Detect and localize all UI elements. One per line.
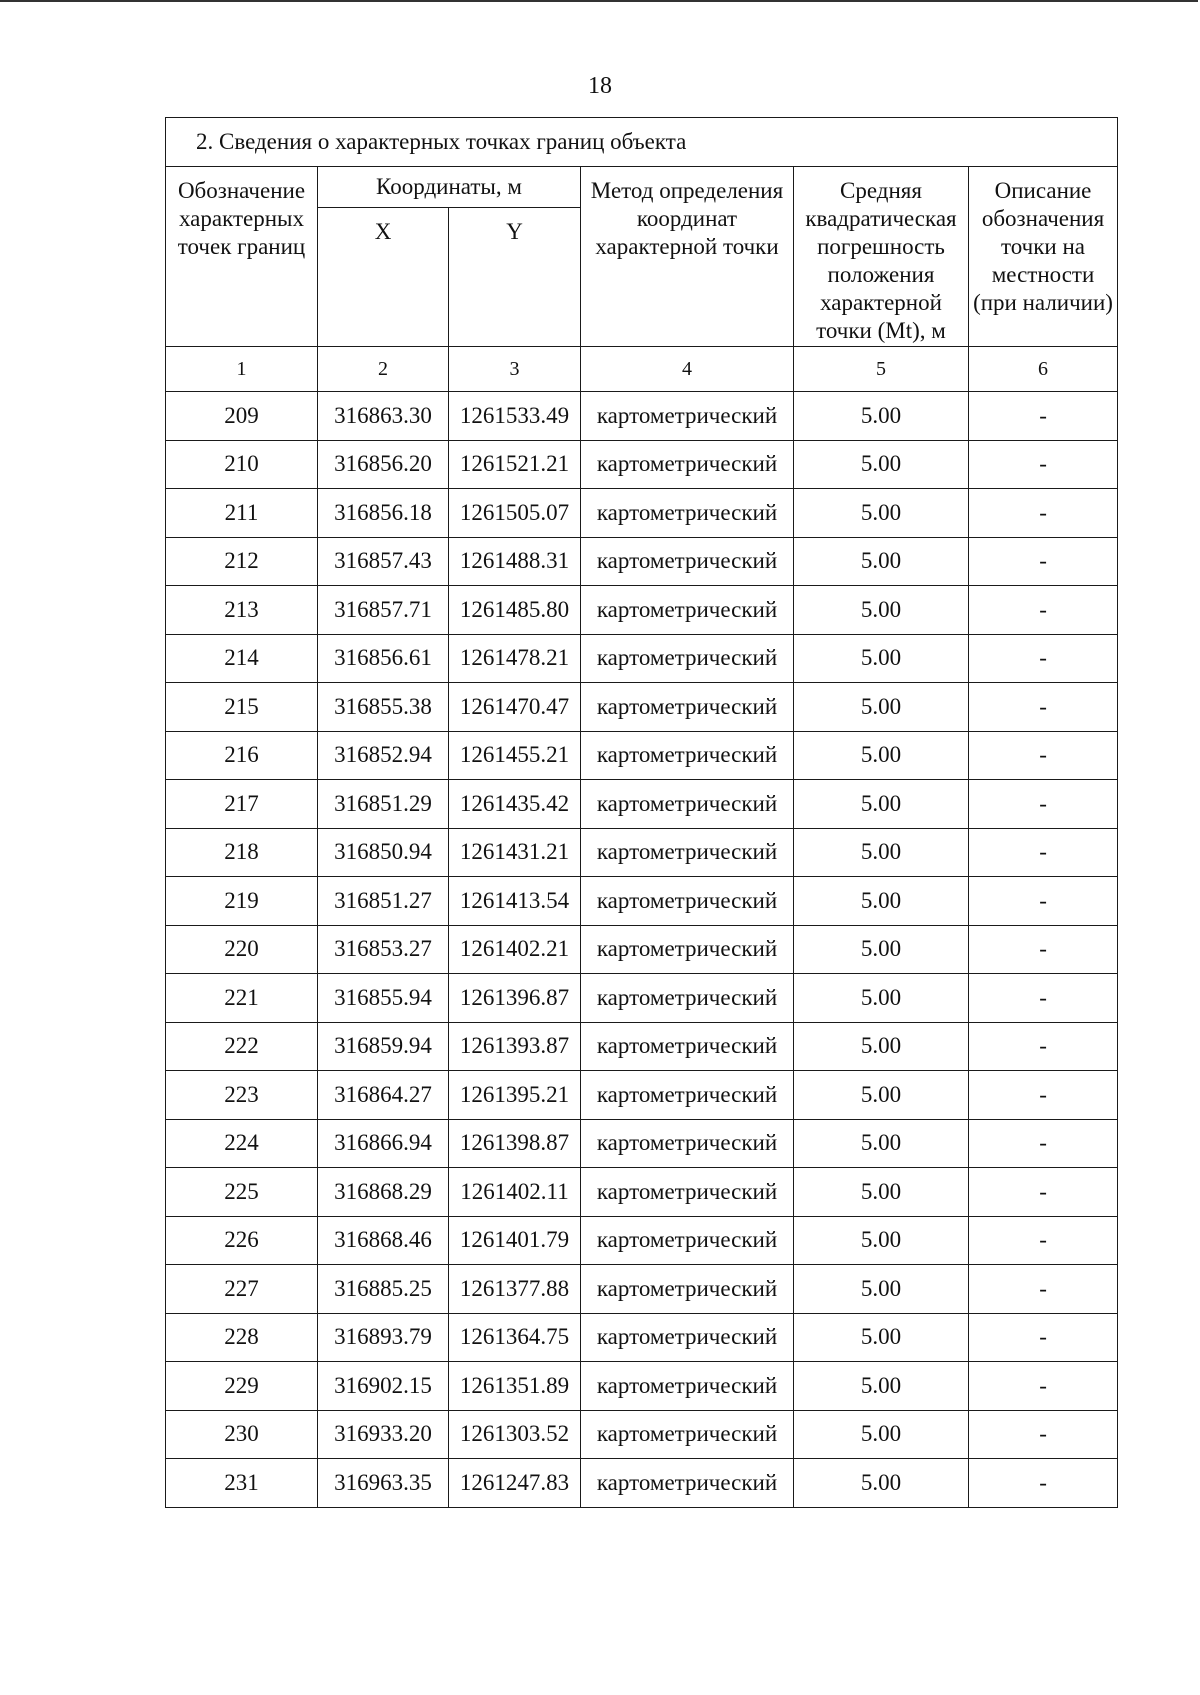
cell-y: 1261377.88 xyxy=(449,1265,581,1314)
cell-point: 219 xyxy=(166,877,318,926)
header-y: Y xyxy=(449,208,581,347)
cell-point: 230 xyxy=(166,1410,318,1459)
table-row xyxy=(166,1459,1118,1508)
cell-error: 5.00 xyxy=(794,683,969,732)
cell-error: 5.00 xyxy=(794,828,969,877)
cell-x: 316855.38 xyxy=(318,683,449,732)
cell-method: картометрический xyxy=(581,586,794,635)
cell-point: 213 xyxy=(166,586,318,635)
cell-point: 223 xyxy=(166,1071,318,1120)
cell-x: 316868.46 xyxy=(318,1216,449,1265)
cell-x: 316963.35 xyxy=(318,1459,449,1508)
table-row xyxy=(166,974,1118,1023)
cell-point: 231 xyxy=(166,1459,318,1508)
cell-method: картометрический xyxy=(581,1022,794,1071)
cell-y: 1261455.21 xyxy=(449,731,581,780)
cell-x: 316868.29 xyxy=(318,1168,449,1217)
table-row xyxy=(166,1265,1118,1314)
table-row xyxy=(166,1313,1118,1362)
cell-error: 5.00 xyxy=(794,877,969,926)
cell-description: - xyxy=(969,1459,1118,1508)
cell-error: 5.00 xyxy=(794,1216,969,1265)
cell-point: 216 xyxy=(166,731,318,780)
table-row xyxy=(166,1168,1118,1217)
table-row xyxy=(166,780,1118,829)
cell-description: - xyxy=(969,828,1118,877)
cell-x: 316864.27 xyxy=(318,1071,449,1120)
table-row xyxy=(166,828,1118,877)
cell-y: 1261393.87 xyxy=(449,1022,581,1071)
cell-error: 5.00 xyxy=(794,780,969,829)
cell-error: 5.00 xyxy=(794,925,969,974)
scan-top-edge xyxy=(0,0,1198,2)
cell-method: картометрический xyxy=(581,731,794,780)
cell-y: 1261413.54 xyxy=(449,877,581,926)
cell-error: 5.00 xyxy=(794,440,969,489)
cell-y: 1261247.83 xyxy=(449,1459,581,1508)
table-row xyxy=(166,489,1118,538)
cell-description: - xyxy=(969,683,1118,732)
cell-error: 5.00 xyxy=(794,489,969,538)
cell-description: - xyxy=(969,731,1118,780)
section-title: 2. Сведения о характерных точках границ объекта xyxy=(166,118,1118,167)
cell-error: 5.00 xyxy=(794,537,969,586)
cell-point: 211 xyxy=(166,489,318,538)
cell-method: картометрический xyxy=(581,537,794,586)
column-number: 6 xyxy=(969,347,1118,392)
cell-error: 5.00 xyxy=(794,1410,969,1459)
cell-error: 5.00 xyxy=(794,392,969,441)
table-row xyxy=(166,440,1118,489)
table-row xyxy=(166,1022,1118,1071)
cell-point: 225 xyxy=(166,1168,318,1217)
cell-point: 214 xyxy=(166,634,318,683)
table-row xyxy=(166,1071,1118,1120)
cell-error: 5.00 xyxy=(794,586,969,635)
boundary-points-table xyxy=(165,117,1118,1508)
cell-point: 222 xyxy=(166,1022,318,1071)
cell-description: - xyxy=(969,392,1118,441)
cell-x: 316933.20 xyxy=(318,1410,449,1459)
cell-description: - xyxy=(969,440,1118,489)
table-row xyxy=(166,537,1118,586)
cell-y: 1261478.21 xyxy=(449,634,581,683)
cell-method: картометрический xyxy=(581,489,794,538)
cell-point: 218 xyxy=(166,828,318,877)
cell-y: 1261402.11 xyxy=(449,1168,581,1217)
cell-method: картометрический xyxy=(581,1313,794,1362)
table-row xyxy=(166,1119,1118,1168)
cell-point: 226 xyxy=(166,1216,318,1265)
cell-x: 316850.94 xyxy=(318,828,449,877)
cell-x: 316866.94 xyxy=(318,1119,449,1168)
cell-x: 316885.25 xyxy=(318,1265,449,1314)
table-row xyxy=(166,1410,1118,1459)
cell-method: картометрический xyxy=(581,392,794,441)
cell-description: - xyxy=(969,1265,1118,1314)
cell-method: картометрический xyxy=(581,1410,794,1459)
cell-y: 1261470.47 xyxy=(449,683,581,732)
cell-point: 220 xyxy=(166,925,318,974)
cell-x: 316851.29 xyxy=(318,780,449,829)
cell-method: картометрический xyxy=(581,1071,794,1120)
cell-y: 1261402.21 xyxy=(449,925,581,974)
cell-method: картометрический xyxy=(581,634,794,683)
cell-y: 1261431.21 xyxy=(449,828,581,877)
cell-x: 316856.61 xyxy=(318,634,449,683)
cell-x: 316851.27 xyxy=(318,877,449,926)
cell-y: 1261521.21 xyxy=(449,440,581,489)
cell-description: - xyxy=(969,1362,1118,1411)
cell-error: 5.00 xyxy=(794,634,969,683)
cell-description: - xyxy=(969,586,1118,635)
cell-y: 1261435.42 xyxy=(449,780,581,829)
cell-description: - xyxy=(969,1022,1118,1071)
header-description: Описание обозначения точки на местности (при наличии) xyxy=(969,167,1118,347)
table-row xyxy=(166,877,1118,926)
column-number: 1 xyxy=(166,347,318,392)
cell-error: 5.00 xyxy=(794,1362,969,1411)
header-x: X xyxy=(318,208,449,347)
cell-point: 224 xyxy=(166,1119,318,1168)
table-row xyxy=(166,1362,1118,1411)
cell-description: - xyxy=(969,1410,1118,1459)
cell-method: картометрический xyxy=(581,1216,794,1265)
cell-x: 316855.94 xyxy=(318,974,449,1023)
cell-method: картометрический xyxy=(581,1459,794,1508)
table-row xyxy=(166,634,1118,683)
cell-x: 316856.18 xyxy=(318,489,449,538)
cell-point: 228 xyxy=(166,1313,318,1362)
cell-y: 1261395.21 xyxy=(449,1071,581,1120)
cell-description: - xyxy=(969,877,1118,926)
cell-description: - xyxy=(969,1313,1118,1362)
cell-x: 316859.94 xyxy=(318,1022,449,1071)
cell-y: 1261398.87 xyxy=(449,1119,581,1168)
table-row xyxy=(166,925,1118,974)
cell-y: 1261485.80 xyxy=(449,586,581,635)
cell-method: картометрический xyxy=(581,780,794,829)
cell-x: 316852.94 xyxy=(318,731,449,780)
cell-error: 5.00 xyxy=(794,1313,969,1362)
cell-point: 227 xyxy=(166,1265,318,1314)
cell-x: 316856.20 xyxy=(318,440,449,489)
cell-method: картометрический xyxy=(581,683,794,732)
cell-x: 316863.30 xyxy=(318,392,449,441)
cell-method: картометрический xyxy=(581,974,794,1023)
table-row xyxy=(166,1216,1118,1265)
cell-point: 215 xyxy=(166,683,318,732)
column-number: 5 xyxy=(794,347,969,392)
cell-description: - xyxy=(969,925,1118,974)
header-designation: Обозначение характерных точек границ xyxy=(166,167,318,347)
cell-error: 5.00 xyxy=(794,1168,969,1217)
cell-point: 212 xyxy=(166,537,318,586)
table-row xyxy=(166,392,1118,441)
header-row xyxy=(166,167,1118,208)
cell-y: 1261488.31 xyxy=(449,537,581,586)
cell-x: 316893.79 xyxy=(318,1313,449,1362)
cell-description: - xyxy=(969,489,1118,538)
cell-point: 229 xyxy=(166,1362,318,1411)
header-coordinates: Координаты, м xyxy=(318,167,581,208)
column-number: 3 xyxy=(449,347,581,392)
cell-error: 5.00 xyxy=(794,1265,969,1314)
cell-description: - xyxy=(969,537,1118,586)
cell-error: 5.00 xyxy=(794,1071,969,1120)
cell-error: 5.00 xyxy=(794,731,969,780)
cell-y: 1261401.79 xyxy=(449,1216,581,1265)
column-number-row xyxy=(166,347,1118,392)
header-method: Метод определения координат характерной точки xyxy=(581,167,794,347)
header-error: Средняя квадратическая погрешность положения характерной точки (Mt), м xyxy=(794,167,969,347)
cell-description: - xyxy=(969,1216,1118,1265)
cell-error: 5.00 xyxy=(794,1022,969,1071)
table-row xyxy=(166,731,1118,780)
cell-description: - xyxy=(969,974,1118,1023)
cell-point: 209 xyxy=(166,392,318,441)
cell-y: 1261351.89 xyxy=(449,1362,581,1411)
table-row xyxy=(166,683,1118,732)
cell-y: 1261303.52 xyxy=(449,1410,581,1459)
cell-x: 316857.43 xyxy=(318,537,449,586)
cell-y: 1261396.87 xyxy=(449,974,581,1023)
cell-y: 1261364.75 xyxy=(449,1313,581,1362)
cell-point: 210 xyxy=(166,440,318,489)
section-title-row xyxy=(166,118,1118,167)
column-number: 2 xyxy=(318,347,449,392)
cell-y: 1261505.07 xyxy=(449,489,581,538)
cell-point: 221 xyxy=(166,974,318,1023)
cell-method: картометрический xyxy=(581,1119,794,1168)
cell-method: картометрический xyxy=(581,1265,794,1314)
cell-description: - xyxy=(969,1071,1118,1120)
cell-method: картометрический xyxy=(581,925,794,974)
cell-description: - xyxy=(969,634,1118,683)
cell-error: 5.00 xyxy=(794,974,969,1023)
cell-description: - xyxy=(969,780,1118,829)
cell-method: картометрический xyxy=(581,1168,794,1217)
cell-description: - xyxy=(969,1119,1118,1168)
cell-x: 316853.27 xyxy=(318,925,449,974)
cell-point: 217 xyxy=(166,780,318,829)
cell-y: 1261533.49 xyxy=(449,392,581,441)
page-number: 18 xyxy=(588,73,612,99)
cell-description: - xyxy=(969,1168,1118,1217)
cell-method: картометрический xyxy=(581,828,794,877)
cell-method: картометрический xyxy=(581,440,794,489)
table-row xyxy=(166,586,1118,635)
cell-error: 5.00 xyxy=(794,1459,969,1508)
column-number: 4 xyxy=(581,347,794,392)
cell-error: 5.00 xyxy=(794,1119,969,1168)
cell-method: картометрический xyxy=(581,1362,794,1411)
cell-x: 316902.15 xyxy=(318,1362,449,1411)
cell-x: 316857.71 xyxy=(318,586,449,635)
cell-method: картометрический xyxy=(581,877,794,926)
